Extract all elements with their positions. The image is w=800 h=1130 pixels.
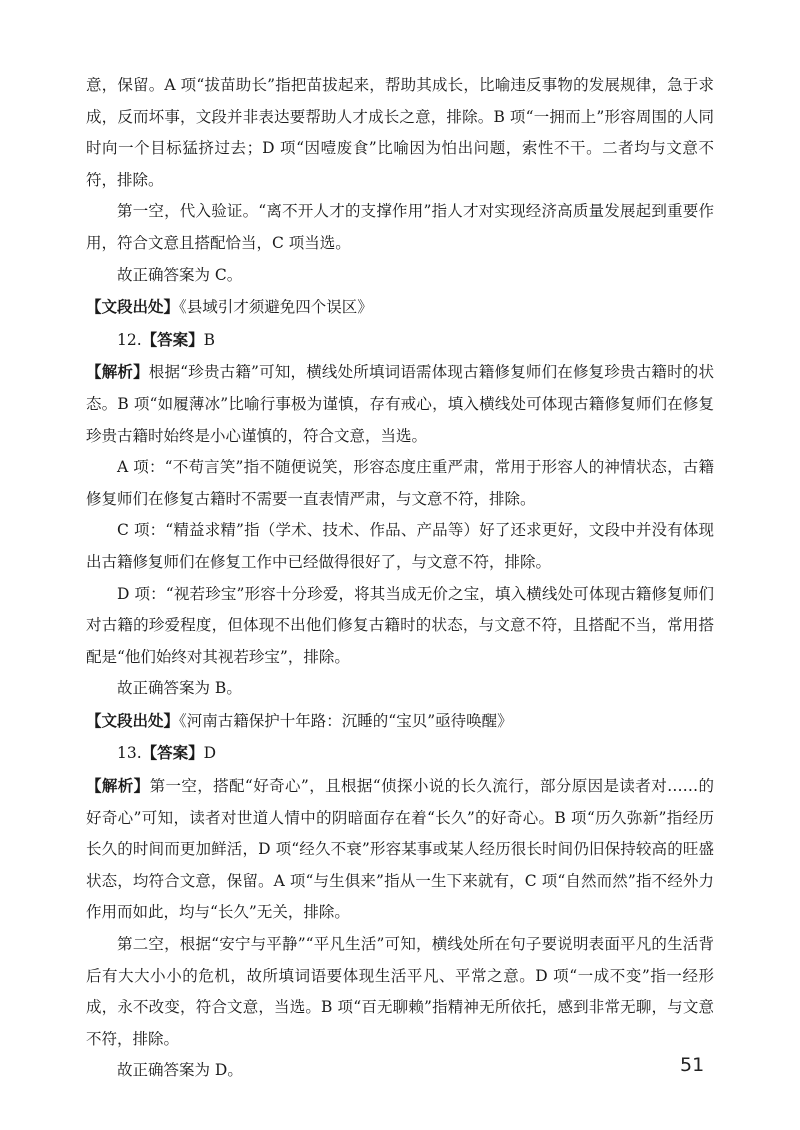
answer-conclusion xyxy=(86,260,714,292)
paragraph xyxy=(86,196,714,259)
answer-value: B xyxy=(203,330,216,349)
analysis-paragraph xyxy=(86,356,714,452)
paragraph-text: A 项：“不苟言笑”指不随便说笑，形容态度庄重严肃，常用于形容人的神情状态，古籍修复师们在修复古籍时不需要一直表情严肃，与文意不符，排除。 xyxy=(86,458,714,508)
paragraph-text: 根据“珍贵古籍”可知，横线处所填词语需体现古籍修复师们在修复珍贵古籍时的状态。B 项“如履薄冰”比喻行事极为谨慎，存有戒心，填入横线处可体现古籍修复师们在修复珍贵古籍时始终是小心谨慎的，符合文意，当选。 xyxy=(86,363,714,445)
source-line xyxy=(86,291,714,324)
paragraph-text: 故正确答案为 C。 xyxy=(117,265,243,284)
analysis-tag: 【解析】 xyxy=(86,362,149,382)
answer-tag: 【答案】 xyxy=(141,743,204,763)
question-answer-line xyxy=(86,324,714,357)
answer-value: D xyxy=(203,744,217,763)
question-number: 13. xyxy=(117,744,142,763)
paragraph xyxy=(86,515,714,578)
paragraph xyxy=(86,929,714,1055)
source-line xyxy=(86,705,714,738)
paragraph-text: 第二空，根据“安宁与平静”“平凡生活”可知，横线处所在句子要说明表面平凡的生活背后有大大小小的危机，故所填词语要体现生活平凡、平常之意。D 项“一成不变”指一经形成，永不改变，符合文意，当选。B 项“百无聊赖”指精神无所依托，感到非常无聊，与文意不符，排除。 xyxy=(86,935,714,1048)
source-title: 《河南古籍保护十年路：沉睡的“宝贝”亟待唤醒》 xyxy=(179,711,513,730)
paragraph-text: 第一空，搭配“好奇心”，且根据“侦探小说的长久流行，部分原因是读者对……的好奇心”可知，读者对世道人情中的阴暗面存在着“长久”的好奇心。B 项“历久弥新”指经历长久的时间而更加鲜活，D 项“经久不衰”形容某事或某人经历很长时间仍旧保持较高的旺盛状态，均符合文意，保留。A 项“与生俱来”指从一生下来就有，C 项“自然而然”指不经外力作用而如此，均与“长久”无关，排除。 xyxy=(86,777,714,922)
paragraph-text: D 项：“视若珍宝”形容十分珍爱，将其当成无价之宝，填入横线处可体现古籍修复师们对古籍的珍爱程度，但体现不出他们修复古籍时的状态，与文意不符，且搭配不当，常用搭配是“他们始终对其视若珍宝”，排除。 xyxy=(86,584,714,666)
paragraph-text: 故正确答案为 B。 xyxy=(117,679,242,698)
answer-tag: 【答案】 xyxy=(141,329,204,349)
source-tag: 【文段出处】 xyxy=(86,297,180,317)
paragraph xyxy=(86,579,714,674)
paragraph-text: 第一空，代入验证。“离不开人才的支撑作用”指人才对实现经济高质量发展起到重要作用，符合文意且搭配恰当，C 项当选。 xyxy=(86,202,714,252)
source-tag: 【文段出处】 xyxy=(86,710,180,730)
answer-conclusion xyxy=(86,1055,714,1087)
paragraph-text: C 项：“精益求精”指（学术、技术、作品、产品等）好了还求更好，文段中并没有体现出古籍修复师们在修复工作中已经做得很好了，与文意不符，排除。 xyxy=(86,521,714,571)
analysis-tag: 【解析】 xyxy=(86,776,150,796)
question-answer-line xyxy=(86,737,714,770)
paragraph-text: 意，保留。A 项“拔苗助长”指把苗拔起来，帮助其成长，比喻违反事物的发展规律，急于求成，反而坏事，文段并非表达要帮助人才成长之意，排除。B 项“一拥而上”形容周围的人同时向一个目标猛挤过去；D 项“因噎废食”比喻因为怕出问题，索性不干。二者均与文意不符，排除。 xyxy=(86,76,714,189)
page-number: 51 xyxy=(680,1054,705,1076)
paragraph xyxy=(86,70,714,196)
source-title: 《县域引才须避免四个误区》 xyxy=(179,298,373,317)
document-body xyxy=(86,70,714,1087)
paragraph xyxy=(86,452,714,515)
paragraph-text: 故正确答案为 D。 xyxy=(117,1061,243,1080)
answer-conclusion xyxy=(86,673,714,705)
analysis-paragraph xyxy=(86,770,714,929)
question-number: 12. xyxy=(117,330,142,349)
